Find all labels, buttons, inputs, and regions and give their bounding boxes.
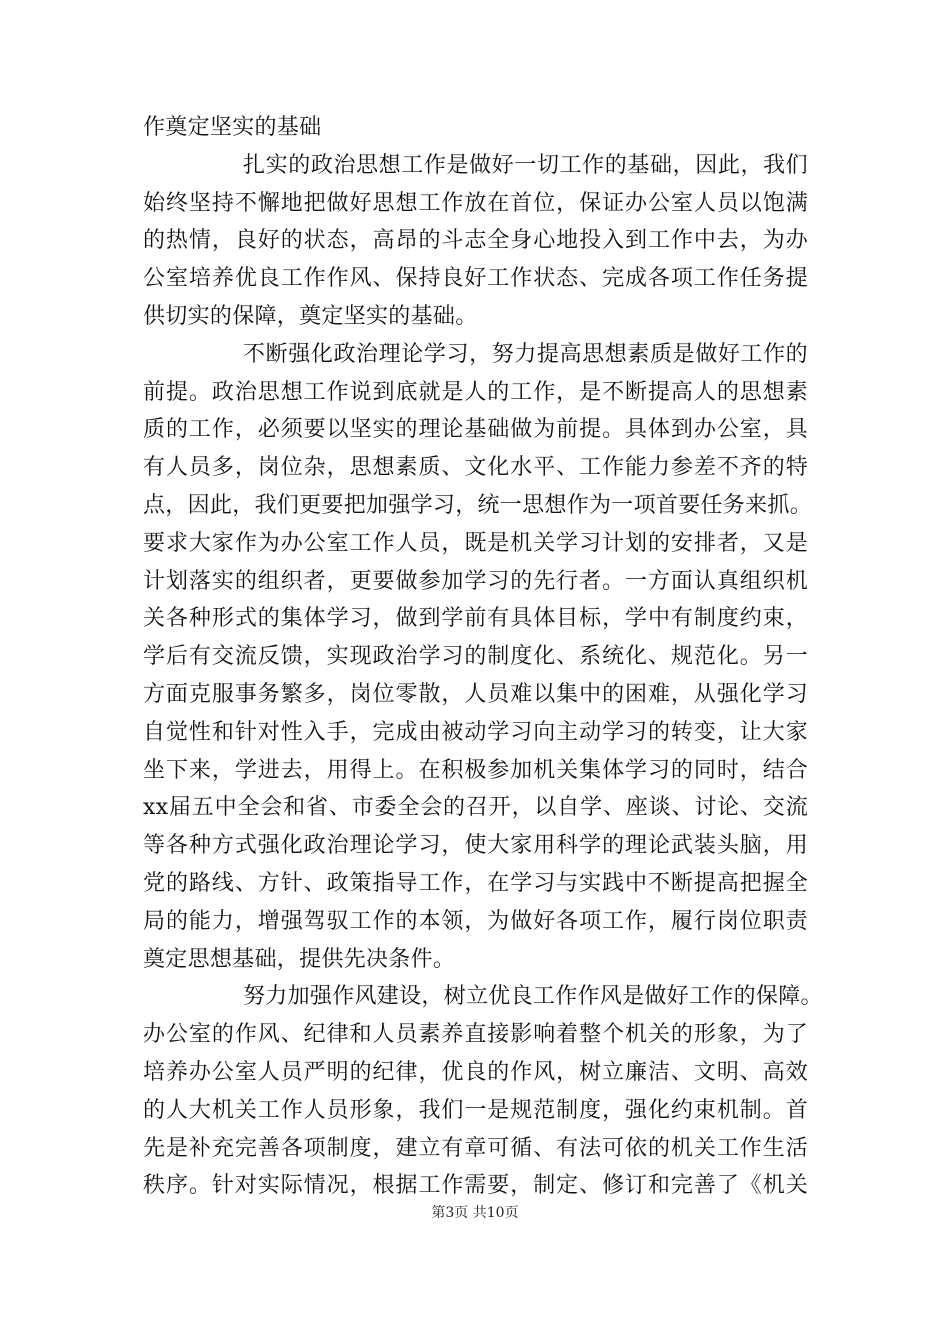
text-line: 学后有交流反馈，实现政治学习的制度化、系统化、规范化。另一 [143,644,808,670]
text-line: 奠定思想基础，提供先决条件。 [143,946,456,972]
text-line: 始终坚持不懈地把做好思想工作放在首位，保证办公室人员以饱满 [143,190,808,216]
text-line: 坐下来，学进去，用得上。在积极参加机关集体学习的同时，结合 [143,757,808,783]
text-line: 质的工作，必须要以坚实的理论基础做为前提。具体到办公室，具 [143,417,808,443]
text-line: 办公室的作风、纪律和人员素养直接影响着整个机关的形象，为了 [143,1022,808,1048]
text-line: 点，因此，我们更要把加强学习，统一思想作为一项首要任务来抓。 [143,492,813,518]
text-line: 关各种形式的集体学习，做到学前有具体目标，学中有制度约束， [143,606,808,632]
text-line: 先是补充完善各项制度，建立有章可循、有法可依的机关工作生活 [143,1135,808,1161]
footer-middle: 页 共 [454,1205,487,1221]
footer-suffix: 页 [504,1205,519,1221]
footer-prefix: 第 [431,1205,446,1221]
footer-current-page: 3 [445,1205,455,1221]
text-line: 局的能力，增强驾驭工作的本领，为做好各项工作，履行岗位职责 [143,908,808,934]
page-footer [0,1202,950,1222]
text-line: 的热情，良好的状态，高昂的斗志全身心地投入到工作中去，为办 [143,228,808,254]
text-line: 秩序。针对实际情况，根据工作需要，制定、修订和完善了《机关 [143,1173,808,1199]
text-line: 自觉性和针对性入手，完成由被动学习向主动学习的转变，让大家 [143,719,808,745]
text-line: 努力加强作风建设，树立优良工作作风是做好工作的保障。 [243,984,823,1010]
text-line: 公室培养优良工作作风、保持良好工作状态、完成各项工作任务提 [143,266,808,292]
text-line: 要求大家作为办公室工作人员，既是机关学习计划的安排者，又是 [143,530,808,556]
text-line: 不断强化政治理论学习，努力提高思想素质是做好工作的 [243,341,808,367]
text-line: 方面克服事务繁多，岗位零散，人员难以集中的困难，从强化学习 [143,681,808,707]
text-line: 等各种方式强化政治理论学习，使大家用科学的理论武装头脑，用 [143,833,808,859]
text-line: 计划落实的组织者，更要做参加学习的先行者。一方面认真组织机 [143,568,808,594]
text-line: 供切实的保障，奠定坚实的基础。 [143,303,478,329]
text-line: 培养办公室人员严明的纪律，优良的作风，树立廉洁、文明、高效 [143,1059,808,1085]
text-line: 作奠定坚实的基础 [143,115,322,140]
footer-total-pages: 10 [486,1205,505,1221]
text-line: 前提。政治思想工作说到底就是人的工作，是不断提高人的思想素 [143,379,808,405]
text-line: 扎实的政治思想工作是做好一切工作的基础，因此，我们 [243,152,808,178]
text-line: 有人员多，岗位杂，思想素质、文化水平、工作能力参差不齐的特 [143,455,808,481]
document-body [143,109,823,1205]
text-line: 的人大机关工作人员形象，我们一是规范制度，强化约束机制。首 [143,1097,808,1123]
text-line: 党的路线、方针、政策指导工作，在学习与实践中不断提高把握全 [143,870,808,896]
text-line: xx届五中全会和省、市委全会的召开，以自学、座谈、讨论、交流 [143,795,808,821]
